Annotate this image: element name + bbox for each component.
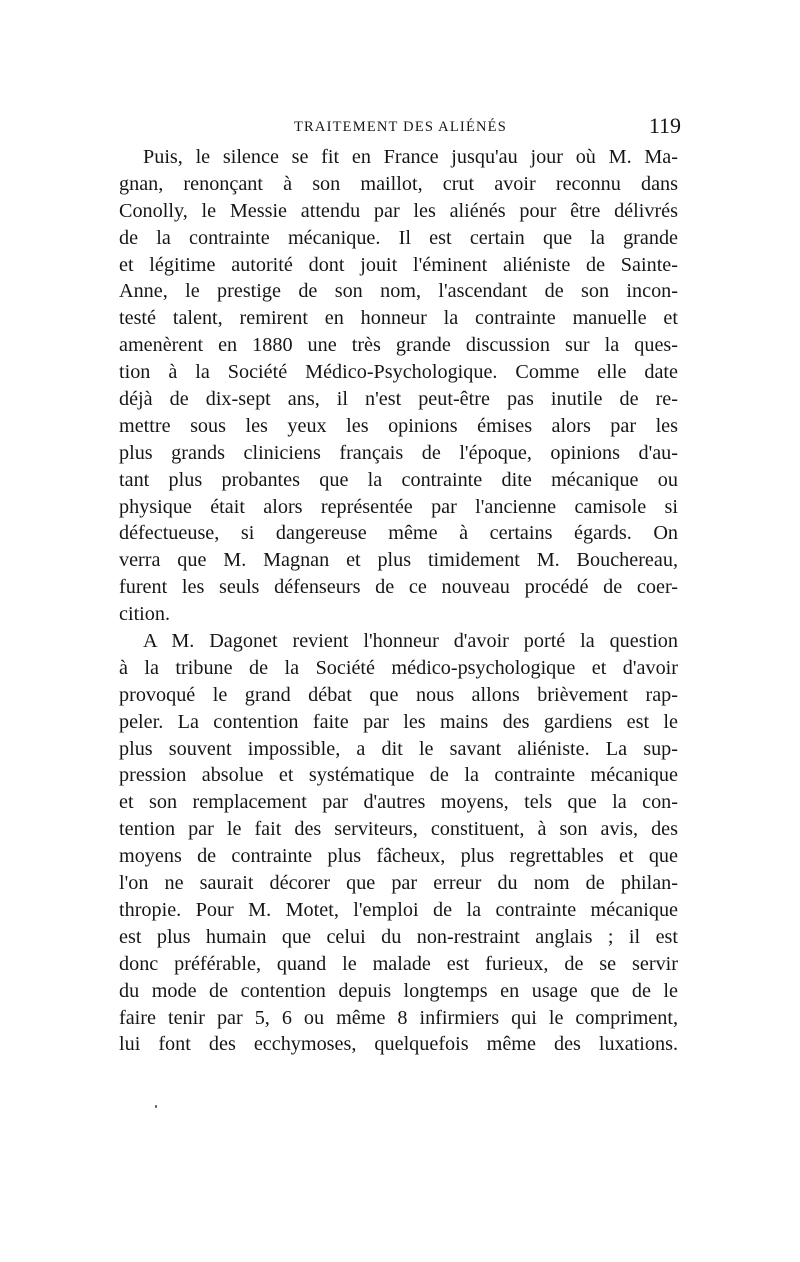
text-line: provoqué le grand débat que nous allons brièvement rap- xyxy=(119,683,678,706)
text-line: du mode de contention depuis longtemps en usage que de le xyxy=(119,979,678,1002)
text-line: est plus humain que celui du non-restraint anglais ; il est xyxy=(119,925,678,948)
text-line: Conolly, le Messie attendu par les aliénés pour être délivrés xyxy=(119,199,678,222)
text-line: pression absolue et systématique de la contrainte mécanique xyxy=(119,764,678,787)
ink-speck xyxy=(155,1105,157,1108)
text-line: physique était alors représentée par l'ancienne camisole si xyxy=(119,495,678,518)
text-line: de la contrainte mécanique. Il est certain que la grande xyxy=(119,226,678,249)
running-header xyxy=(118,114,683,140)
text-line: amenèrent en 1880 une très grande discussion sur la ques- xyxy=(119,334,678,357)
text-line: lui font des ecchymoses, quelquefois même des luxations. xyxy=(119,1033,678,1056)
text-line: tention par le fait des serviteurs, constituent, à son avis, des xyxy=(119,818,678,841)
text-line: moyens de contrainte plus fâcheux, plus regrettables et que xyxy=(119,845,678,868)
text-line: faire tenir par 5, 6 ou même 8 infirmiers qui le compriment, xyxy=(119,1006,678,1029)
text-line: A M. Dagonet revient l'honneur d'avoir porté la question xyxy=(143,630,678,653)
text-line: gnan, renonçant à son maillot, crut avoir reconnu dans xyxy=(119,172,678,195)
text-line: mettre sous les yeux les opinions émises alors par les xyxy=(119,414,678,437)
text-line: Anne, le prestige de son nom, l'ascendant de son incon- xyxy=(119,280,678,303)
text-line: verra que M. Magnan et plus timidement M. Bouchereau, xyxy=(119,549,678,572)
text-line: plus souvent impossible, a dit le savant aliéniste. La sup- xyxy=(119,737,678,760)
text-line: testé talent, remirent en honneur la contrainte manuelle et xyxy=(119,307,678,330)
text-line: et son remplacement par d'autres moyens, tels que la con- xyxy=(119,791,678,814)
text-line: défectueuse, si dangereuse même à certains égards. On xyxy=(119,522,678,545)
page-number: 119 xyxy=(648,113,681,138)
text-line: Puis, le silence se fit en France jusqu'au jour où M. Ma- xyxy=(143,146,678,168)
text-line: thropie. Pour M. Motet, l'emploi de la contrainte mécanique xyxy=(119,898,678,921)
text-line: donc préférable, quand le malade est furieux, de se servir xyxy=(119,952,678,975)
text-line: à la tribune de la Société médico-psychologique et d'avoir xyxy=(119,656,678,679)
text-line: et légitime autorité dont jouit l'éminent aliéniste de Sainte- xyxy=(119,253,678,276)
text-line: tion à la Société Médico-Psychologique. Comme elle date xyxy=(119,361,678,384)
text-line: furent les seuls défenseurs de ce nouveau procédé de coer- xyxy=(119,576,678,599)
text-line: cition. xyxy=(119,603,171,626)
text-line: l'on ne saurait décorer que par erreur du nom de philan- xyxy=(119,872,678,895)
body-text xyxy=(119,144,678,1058)
text-line: plus grands cliniciens français de l'époque, opinions d'au- xyxy=(119,441,678,464)
running-title: TRAITEMENT DES ALIÉNÉS xyxy=(293,119,507,135)
text-line: déjà de dix-sept ans, il n'est peut-être pas inutile de re- xyxy=(119,388,678,411)
text-line: peler. La contention faite par les mains des gardiens est le xyxy=(119,710,678,733)
text-line: tant plus probantes que la contrainte dite mécanique ou xyxy=(119,468,678,491)
